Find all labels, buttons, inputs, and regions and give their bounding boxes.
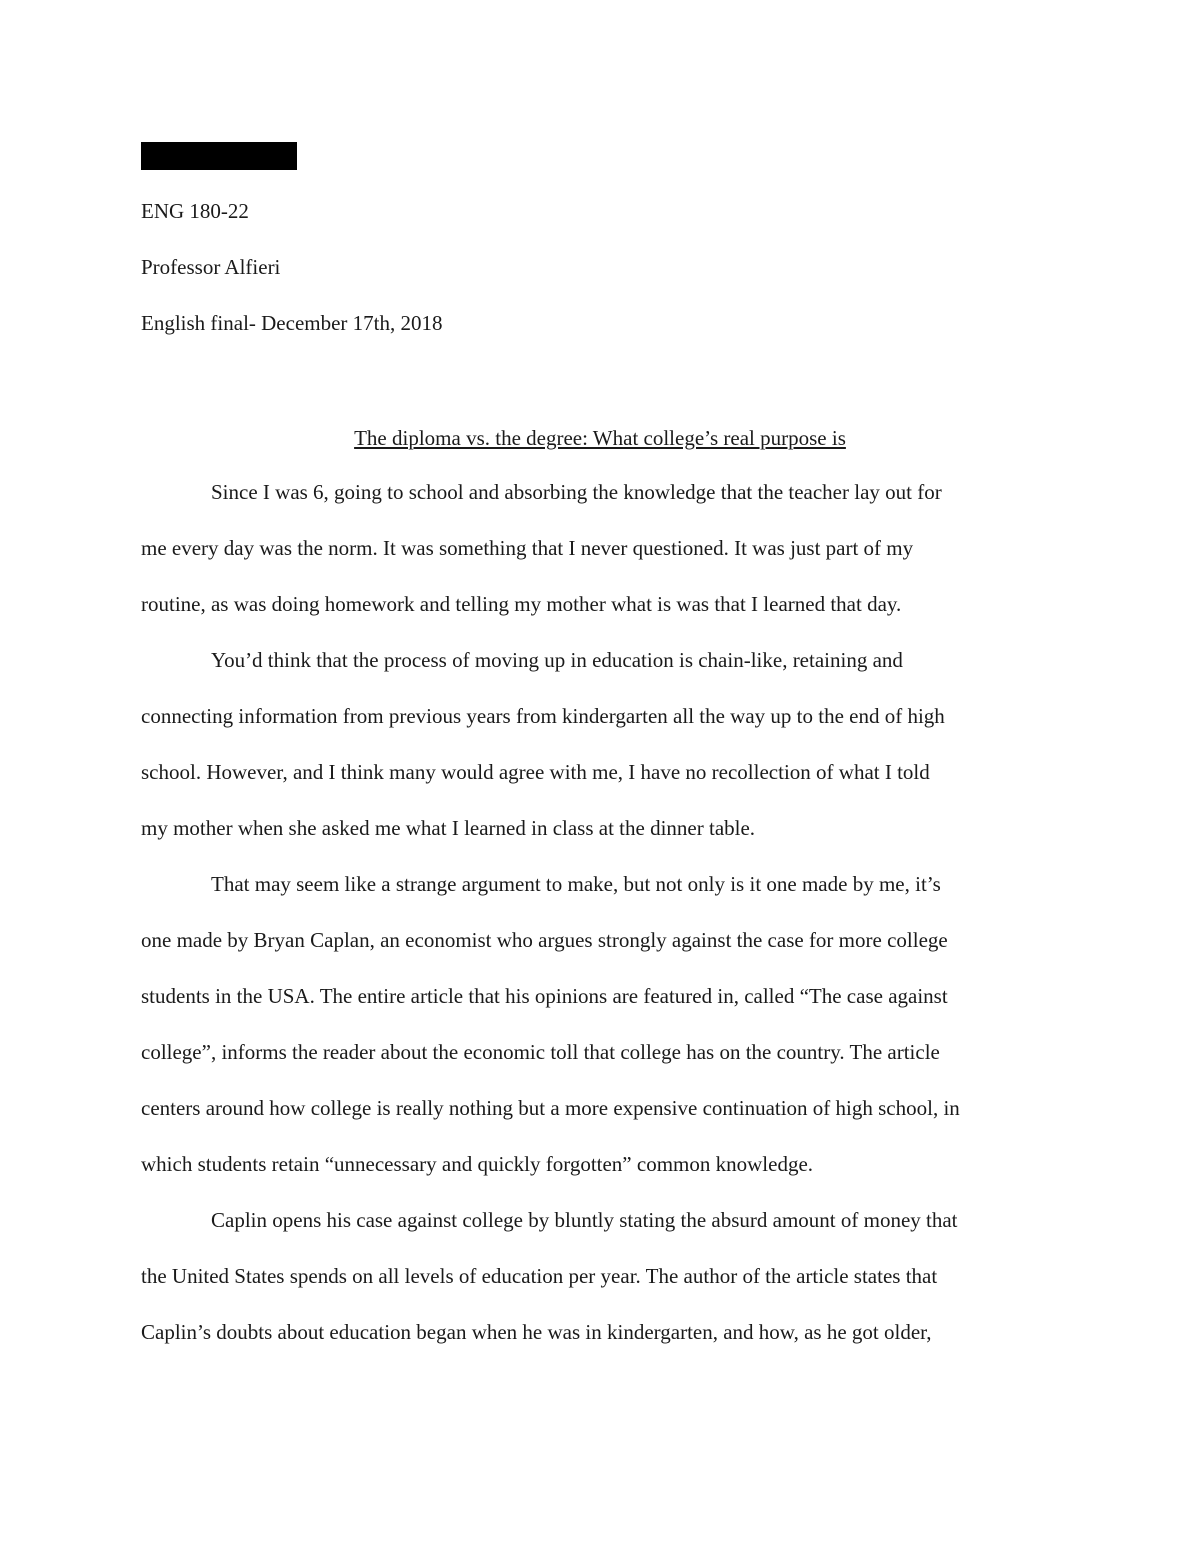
paragraph-line: the United States spends on all levels of education per year. The author of the article states that <box>141 1264 938 1288</box>
paragraph-line: college”, informs the reader about the economic toll that college has on the country. The article <box>141 1040 940 1064</box>
paragraph-line: connecting information from previous years from kindergarten all the way up to the end of high <box>141 704 945 728</box>
paragraph-line: one made by Bryan Caplan, an economist who argues strongly against the case for more college <box>141 928 948 952</box>
paragraph-line: Caplin opens his case against college by bluntly stating the absurd amount of money that <box>211 1208 958 1232</box>
essay-title: The diploma vs. the degree: What college’s real purpose is <box>354 426 846 450</box>
paragraph-line: my mother when she asked me what I learned in class at the dinner table. <box>141 816 756 840</box>
paragraph-line: which students retain “unnecessary and quickly forgotten” common knowledge. <box>141 1152 814 1176</box>
redacted-name-block <box>141 142 297 170</box>
paragraph-line: That may seem like a strange argument to make, but not only is it one made by me, it’s <box>211 872 941 896</box>
paragraph-line: Caplin’s doubts about education began when he was in kindergarten, and how, as he got older, <box>141 1320 932 1344</box>
course-code: ENG 180-22 <box>141 199 249 223</box>
assignment-date: English final- December 17th, 2018 <box>141 311 443 335</box>
paragraph-line: Since I was 6, going to school and absorbing the knowledge that the teacher lay out for <box>211 480 942 504</box>
paragraph-line: routine, as was doing homework and telling my mother what is was that I learned that day. <box>141 592 902 616</box>
paragraph-line: You’d think that the process of moving up in education is chain-like, retaining and <box>211 648 903 672</box>
paragraph-line: students in the USA. The entire article that his opinions are featured in, called “The case against <box>141 984 948 1008</box>
paragraph-line: centers around how college is really nothing but a more expensive continuation of high school, in <box>141 1096 960 1120</box>
paragraph-line: school. However, and I think many would agree with me, I have no recollection of what I told <box>141 760 930 784</box>
professor-name: Professor Alfieri <box>141 255 281 279</box>
paragraph-line: me every day was the norm. It was something that I never questioned. It was just part of my <box>141 536 914 560</box>
